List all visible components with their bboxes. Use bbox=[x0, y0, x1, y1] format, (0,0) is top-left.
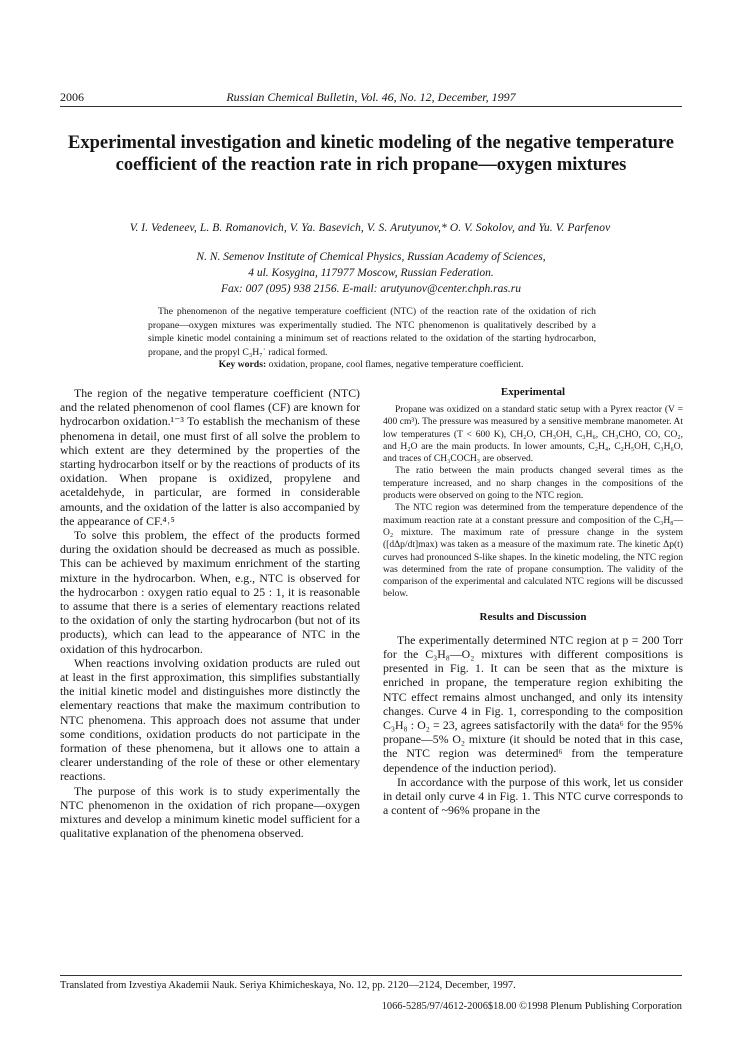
results-paragraph: In accordance with the purpose of this work, let us consider in detail only curve 4 in Fig. 1. This NTC curve corresponds to a content of ~96% propane in the bbox=[383, 774, 683, 818]
publisher-code: 1066-5285/97/4612-2006$18.00 ©1998 Plenum Publishing Corporation bbox=[381, 1001, 682, 1012]
keywords-text: oxidation, propane, cool flames, negative temperature coefficient. bbox=[268, 359, 524, 370]
experimental-section bbox=[383, 404, 683, 601]
experimental-paragraph: The ratio between the main products changed several times as the temperature increased, and no sharp changes in the compositions of the products were observed on going to the NTC region. bbox=[383, 466, 683, 502]
author-list: V. I. Vedeneev, L. B. Romanovich, V. Ya. Basevich, V. S. Arutyunov,* O. V. Sokolov, and Yu. V. Parfenov bbox=[129, 222, 611, 234]
footer-divider bbox=[60, 975, 682, 976]
keywords bbox=[60, 359, 682, 370]
body-paragraph: The region of the negative temperature coefficient (NTC) and the related phenomenon of cool flames (CF) are known for hydrocarbon oxidation.¹⁻³ To establish the mechanism of these phenomena in detail, one must first of all solve the problem to which extent are they determined by the properties of the starting hydrocarbon itself or by the reactions of products of its oxidation. When propane is oxidized, propylene and acetaldehyde, in particular, are formed in considerable amounts, and the oxidation of the latter is also accompanied by the appearance of CF.⁴˒⁵ bbox=[60, 386, 360, 528]
results-section bbox=[383, 633, 683, 818]
experimental-paragraph: Propane was oxidized on a standard static setup with a Pyrex reactor (V = 400 cm³). The pressure was measured by a sensitive membrane manometer. At low temperatures (T < 600 K), CH₂O, CH₃OH, C₃H₆, CH₃CHO, CO, CO₂, and H₂O are the main products. In lower amounts, C₂H₄, C₂H₅OH, C₃H₆O, and traces of CH₃COCH₃ are observed. bbox=[383, 405, 683, 465]
running-header bbox=[60, 90, 682, 107]
keywords-label: Key words: bbox=[218, 359, 267, 370]
left-column bbox=[60, 386, 360, 841]
affiliation-line: 4 ul. Kosygina, 117977 Moscow, Russian Federation. bbox=[248, 267, 494, 279]
experimental-paragraph: The NTC region was determined from the temperature dependence of the maximum reaction rate at a constant pressure and composition of the C₃H₈—O₂ mixture. The maximum rate of pressure change in the system ([dΔp/dt]max) was taken as a measure of the maximum rate. The kinetic Δp(t) curves had pronounced S-like shapes. In the kinetic modeling, the NTC region was determined from the rate of propane consumption. The validity of the comparison of the experimental and calculated NTC regions will be discussed below. bbox=[383, 503, 683, 600]
section-heading-experimental: Experimental bbox=[500, 386, 566, 398]
section-heading-results: Results and Discussion bbox=[479, 610, 587, 623]
right-column bbox=[383, 386, 683, 817]
abstract: The phenomenon of the negative temperature coefficient (NTC) of the reaction rate of the oxidation of rich propane—oxygen mixtures was experimentally studied. The NTC phenomenon is qualitatively described by a simple kinetic model containing a minimum set of reactions related to the oxidation of the starting hydrocarbon, propane, and the propyl C₃H₇˙ radical formed. bbox=[148, 306, 596, 358]
body-paragraph: To solve this problem, the effect of the products formed during the oxidation should be decreased as much as possible. This can be achieved by maximum enrichment of the starting mixture in the hydrocarbon. When, e.g., NTC is observed for the hydrocarbon : oxygen ratio equal to 25 : 1, it is reasonable to assume that there is a series of elementary reactions related to the oxidation of only the starting hydrocarbon (but not of its products), which can lead to the appearance of NTC in the oxidation of this hydrocarbon. bbox=[60, 528, 360, 656]
article-title: Experimental investigation and kinetic modeling of the negative temperature coefficient of the reaction rate in rich propane—oxygen mixtures bbox=[68, 133, 674, 175]
affiliation-line: N. N. Semenov Institute of Chemical Physics, Russian Academy of Sciences, bbox=[196, 251, 546, 263]
affiliation bbox=[60, 249, 682, 297]
page-number: 2006 bbox=[60, 90, 84, 104]
results-paragraph: The experimentally determined NTC region at p = 200 Torr for the C₃H₈—O₂ mixtures with different compositions is presented in Fig. 1. It can be seen that as the mixture is enriched in propane, the temperature region exhibiting the NTC effect remains almost unchanged, and only its intensity changes. Curve 4 in Fig. 1, corresponding to the composition C₃H₈ : O₂ = 23, agrees satisfactorily with the data⁶ for the 95% propane—5% O₂ mixture (it should be noted that in this case, the NTC region was determined⁶ from the temperature dependence of the induction period). bbox=[383, 632, 683, 775]
body-paragraph: The purpose of this work is to study experimentally the NTC phenomenon in the oxidation of rich propane—oxygen mixtures and develop a minimum kinetic model sufficient for a qualitative explanation of the phenomena observed. bbox=[60, 783, 360, 841]
affiliation-contact: Fax: 007 (095) 938 2156. E-mail: arutyunov@center.chph.ras.ru bbox=[221, 283, 521, 295]
body-paragraph: When reactions involving oxidation products are ruled out at least in the first approximation, this simplifies substantially the initial kinetic model and distinguishes more distinctly the elementary reactions that make the maximum contribution to NTC phenomena. This approach does not assume that under some conditions, oxidation products do not participate in the formation of these phenomena, but it allows one to attain a clearer understanding of the role of these or other elementary reactions. bbox=[60, 655, 360, 784]
translation-note: Translated from Izvestiya Akademii Nauk. Seriya Khimicheskaya, No. 12, pp. 2120—2124, December, 1997. bbox=[60, 980, 516, 991]
journal-citation: Russian Chemical Bulletin, Vol. 46, No. 12, December, 1997 bbox=[226, 90, 516, 104]
